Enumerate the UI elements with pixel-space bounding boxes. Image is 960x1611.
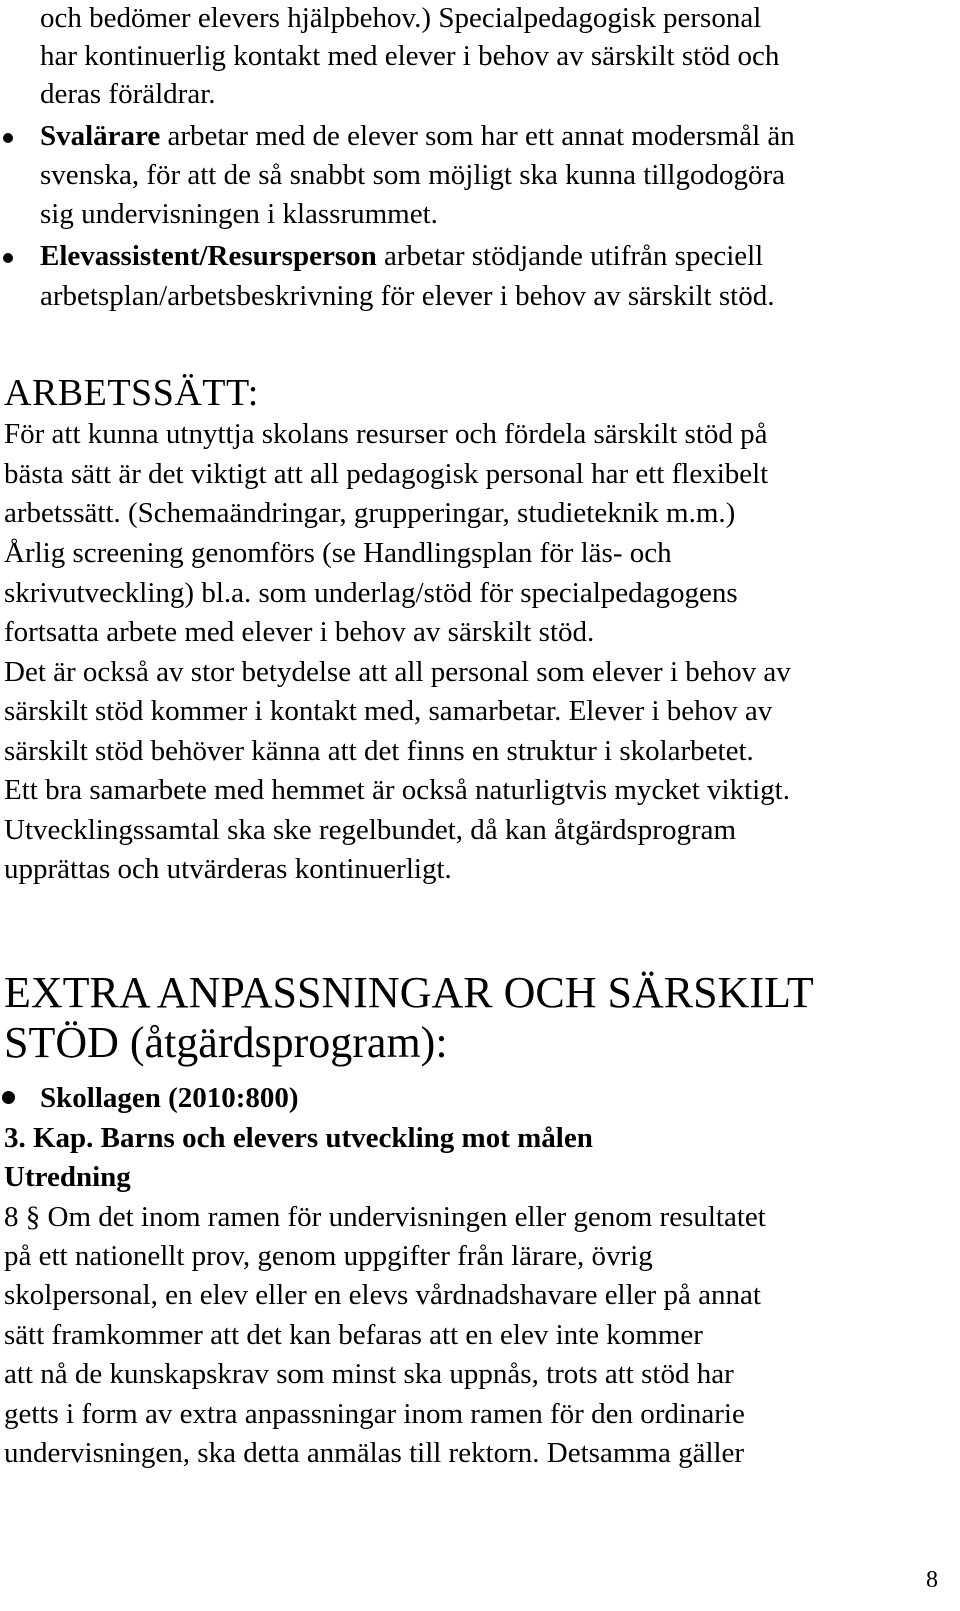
law-paragraph-line: undervisningen, ska detta anmälas till rektorn. Detsamma gäller xyxy=(4,1437,745,1469)
role-svalarare-title: Svalärare xyxy=(40,120,161,152)
arbetssatt-line: arbetssätt. (Schemaändringar, grupperingar, studieteknik m.m.) xyxy=(4,497,736,529)
law-paragraph-line: skolpersonal, en elev eller en elevs vårdnadshavare eller på annat xyxy=(4,1279,761,1311)
role-svalarare-line-2: svenska, för att de så snabbt som möjligt ska kunna tillgodogöra xyxy=(40,159,786,191)
role-svalarare-line-1 xyxy=(40,118,795,154)
arbetssatt-line: Det är också av stor betydelse att all personal som elever i behov av xyxy=(4,656,791,688)
arbetssatt-line: Utvecklingssamtal ska ske regelbundet, då kan åtgärdsprogram xyxy=(4,814,737,846)
bullet-icon xyxy=(2,1091,15,1104)
arbetssatt-line: Årlig screening genomförs (se Handlingsplan för läs- och xyxy=(4,537,672,569)
role-elevassistent-line-2: arbetsplan/arbetsbeskrivning för elever i behov av särskilt stöd. xyxy=(40,280,775,312)
arbetssatt-line: bästa sätt är det viktigt att all pedagogisk personal har ett flexibelt xyxy=(4,458,769,490)
law-paragraph-line: att nå de kunskapskrav som minst ska uppnås, trots att stöd har xyxy=(4,1358,734,1390)
law-paragraph-line: på ett nationellt prov, genom uppgifter från lärare, övrig xyxy=(4,1240,653,1272)
arbetssatt-line: Ett bra samarbete med hemmet är också naturligtvis mycket viktigt. xyxy=(4,774,790,806)
role-svalarare-text: arbetar med de elever som har ett annat modersmål än xyxy=(160,120,795,152)
bullet-icon xyxy=(3,253,13,263)
role-elevassistent-text: arbetar stödjande utifrån speciell xyxy=(376,240,764,272)
role-elevassistent-title: Elevassistent/Resursperson xyxy=(40,240,377,272)
arbetssatt-line: För att kunna utnyttja skolans resurser och fördela särskilt stöd på xyxy=(4,418,768,450)
law-paragraph-line: getts i form av extra anpassningar inom ramen för den ordinarie xyxy=(4,1398,745,1430)
chapter-heading: 3. Kap. Barns och elevers utveckling mot målen xyxy=(4,1122,593,1154)
law-paragraph-line: 8 § Om det inom ramen för undervisningen eller genom resultatet xyxy=(4,1201,766,1233)
arbetssatt-line: skrivutveckling) bl.a. som underlag/stöd för specialpedagogens xyxy=(4,577,738,609)
intro-line-1: och bedömer elevers hjälpbehov.) Specialpedagogisk personal xyxy=(40,2,762,34)
intro-line-3: deras föräldrar. xyxy=(40,78,216,110)
arbetssatt-line: upprättas och utvärderas kontinuerligt. xyxy=(4,853,452,885)
extra-heading-line-1: EXTRA ANPASSNINGAR OCH SÄRSKILT xyxy=(4,968,814,1017)
law-paragraph-line: sätt framkommer att det kan befaras att en elev inte kommer xyxy=(4,1319,703,1351)
subheading-utredning: Utredning xyxy=(4,1161,131,1193)
page-number: 8 xyxy=(926,1567,938,1593)
law-reference: Skollagen (2010:800) xyxy=(40,1082,299,1114)
role-elevassistent-line-1 xyxy=(40,238,763,274)
arbetssatt-line: särskilt stöd kommer i kontakt med, samarbetar. Elever i behov av xyxy=(4,695,773,727)
intro-line-2: har kontinuerlig kontakt med elever i behov av särskilt stöd och xyxy=(40,40,780,72)
arbetssatt-line: särskilt stöd behöver känna att det finns en struktur i skolarbetet. xyxy=(4,735,754,767)
extra-heading-line-2: STÖD (åtgärdsprogram): xyxy=(4,1018,448,1067)
arbetssatt-line: fortsatta arbete med elever i behov av särskilt stöd. xyxy=(4,616,595,648)
bullet-icon xyxy=(3,133,13,143)
role-svalarare-line-3: sig undervisningen i klassrummet. xyxy=(40,198,438,230)
arbetssatt-heading: ARBETSSÄTT: xyxy=(4,372,259,414)
